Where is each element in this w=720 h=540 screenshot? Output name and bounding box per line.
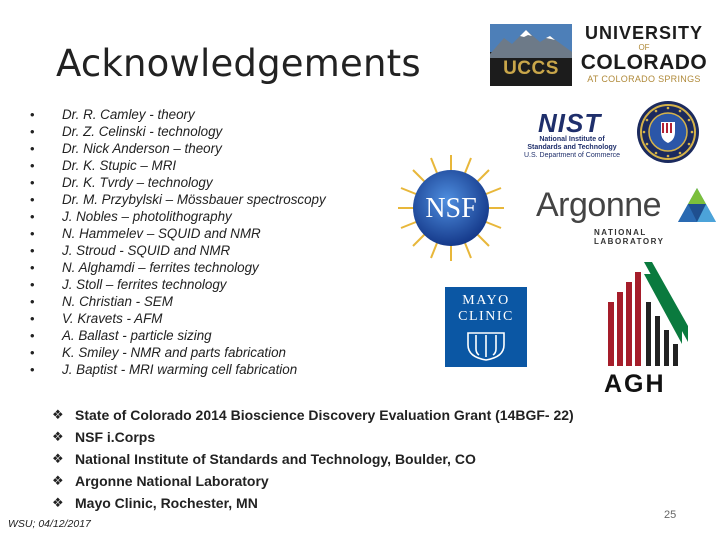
funding-item: [52, 470, 574, 492]
mayo-line2: CLINIC: [458, 309, 514, 324]
argonne-logo: [536, 186, 716, 244]
list-item: • N. Hammelev – SQUID and NMR: [30, 225, 326, 242]
funding-label: National Institute of Standards and Technology, Boulder, CO: [75, 451, 476, 467]
list-item: • N. Christian - SEM: [30, 293, 326, 310]
list-item: • Dr. R. Camley - theory: [30, 106, 326, 123]
list-item: • K. Smiley - NMR and parts fabrication: [30, 344, 326, 361]
list-item: • J. Baptist - MRI warming cell fabrication: [30, 361, 326, 378]
mayo-shield-icon: [466, 331, 506, 361]
nist-line3: U.S. Department of Commerce: [523, 152, 621, 159]
list-item: • Dr. K. Stupic – MRI: [30, 157, 326, 174]
diamond-bullet-icon: ❖: [52, 407, 64, 422]
diamond-bullet-icon: ❖: [52, 495, 64, 510]
list-item: • Dr. Nick Anderson – theory: [30, 140, 326, 157]
acknowledgement-list: [30, 106, 326, 378]
slide-footer: WSU; 04/12/2017: [8, 518, 91, 530]
argonne-wordmark: Argonne: [536, 186, 662, 224]
list-item: • A. Ballast - particle sizing: [30, 327, 326, 344]
argonne-triangle-icon: [678, 188, 716, 222]
mayo-clinic-logo: [445, 287, 527, 367]
fbi-seal-logo: [636, 100, 700, 164]
funding-label: State of Colorado 2014 Bioscience Discovery Evaluation Grant (14BGF- 22): [75, 407, 574, 423]
diamond-bullet-icon: ❖: [52, 429, 64, 444]
uccs-line4: AT COLORADO SPRINGS: [587, 74, 701, 84]
nsf-wordmark: NSF: [425, 193, 477, 224]
mayo-line1: MAYO: [462, 293, 510, 308]
nsf-globe-icon: [398, 155, 504, 261]
uccs-line3: COLORADO: [580, 51, 708, 74]
agh-emblem-icon: [608, 262, 688, 366]
uccs-mark-text: UCCS: [503, 58, 559, 79]
funding-item: [52, 426, 574, 448]
argonne-subtitle: NATIONAL LABORATORY: [594, 228, 665, 246]
funding-label: Mayo Clinic, Rochester, MN: [75, 495, 258, 511]
agh-logo: [604, 262, 688, 398]
funding-label: Argonne National Laboratory: [75, 473, 269, 489]
nist-logo: [516, 110, 628, 162]
funding-item: [52, 448, 574, 470]
slide-title: Acknowledgements: [56, 42, 421, 85]
list-item: • Dr. Z. Celinski - technology: [30, 123, 326, 140]
list-item: • V. Kravets - AFM: [30, 310, 326, 327]
funding-label: NSF i.Corps: [75, 429, 156, 445]
nist-line1: National Institute of: [539, 136, 605, 143]
diamond-bullet-icon: ❖: [52, 451, 64, 466]
uccs-line1: UNIVERSITY: [584, 23, 704, 43]
uccs-mountain-mark: [490, 24, 572, 86]
uccs-wordmark: [580, 24, 708, 85]
nist-wordmark: NIST: [538, 108, 602, 138]
list-item: • N. Alghamdi – ferrites technology: [30, 259, 326, 276]
uccs-logo: [490, 24, 708, 88]
uccs-line2: OF: [638, 43, 650, 52]
list-item: • Dr. M. Przybylski – Mössbauer spectroscopy: [30, 191, 326, 208]
funding-item: [52, 404, 574, 426]
list-item: • J. Stoll – ferrites technology: [30, 276, 326, 293]
funding-list: [52, 404, 574, 514]
seal-icon: [636, 100, 700, 164]
nsf-logo: [398, 155, 504, 261]
nist-line2: Standards and Technology: [527, 144, 617, 151]
funding-item: [52, 492, 574, 514]
list-item: • J. Nobles – photolithography: [30, 208, 326, 225]
list-item: • Dr. K. Tvrdy – technology: [30, 174, 326, 191]
agh-wordmark: AGH: [604, 370, 666, 398]
page-number: 25: [664, 509, 677, 521]
diamond-bullet-icon: ❖: [52, 473, 64, 488]
list-item: • J. Stroud - SQUID and NMR: [30, 242, 326, 259]
